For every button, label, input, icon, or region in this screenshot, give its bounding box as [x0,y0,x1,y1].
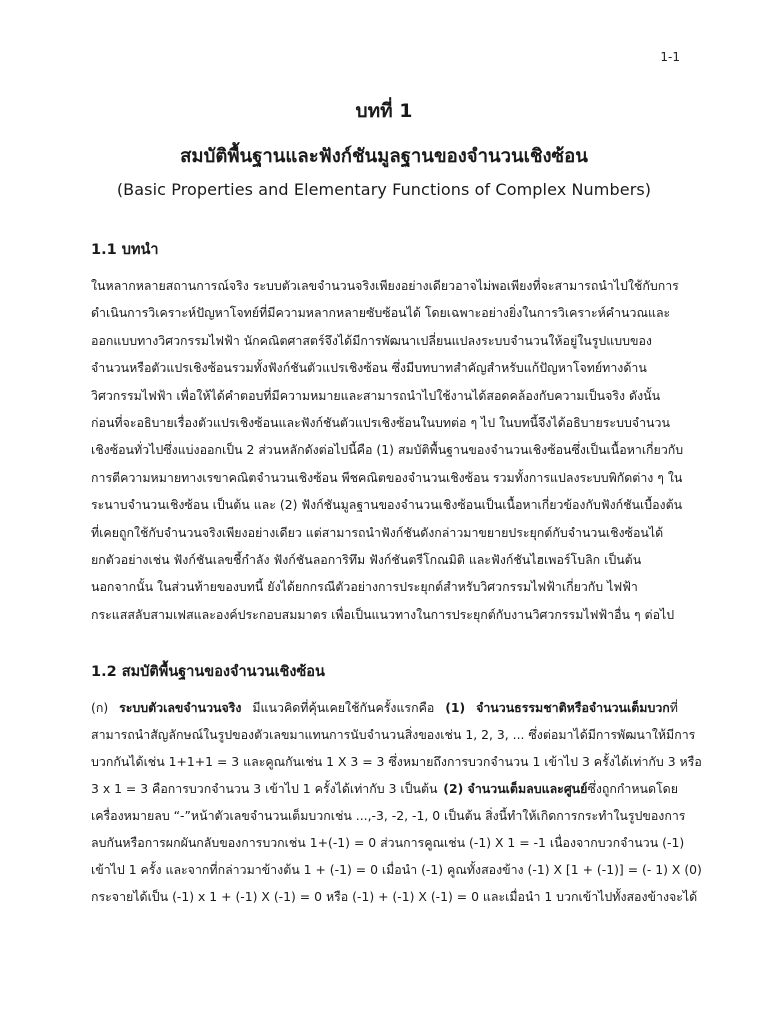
paragraph-line: จำนวนหรือตัวแปรเชิงซ้อนรวมทั้งฟังก์ชันตัวแปรเชิงซ้อน ซึ่งมีบทบาทสำคัญสำหรับแก้ปัญหาโจทย์ทางด้าน [91,360,647,376]
paragraph-line: กระจายได้เป็น (-1) x 1 + (-1) X (-1) = 0 หรือ (-1) + (-1) X (-1) = 0 และเมื่อนำ 1 บวกเข้าไปทั้งสองข้างจะได้ [91,889,698,904]
paragraph-line: กระแสสลับสามเฟสและองค์ประกอบสมมาตร เพื่อเป็นแนวทางในการประยุกต์กับงานวิศวกรรมไฟฟ้าอื่น ๆ ต่อไป [91,606,675,622]
paragraph-line: นอกจากนั้น ในส่วนท้ายของบทนี้ ยังได้ยกกรณีตัวอย่างการประยุกต์สำหรับวิศวกรรมไฟฟ้าเกี่ยวกับ ไฟฟ้า [91,579,638,595]
page-number: 1-1 [660,50,680,64]
paragraph-line: ก่อนที่จะอธิบายเรื่องตัวแปรเชิงซ้อนและฟังก์ชันตัวแปรเชิงซ้อนในบทต่อ ๆ ไป ในบทนี้จึงได้อธิบายระบบจำนวน [91,415,670,430]
bold-term: ระบบตัวเลขจำนวนจริง [119,700,242,715]
paragraph-line: ดำเนินการวิเคราะห์ปัญหาโจทย์ที่มีความหลากหลายซับซ้อนได้ โดยเฉพาะอย่างยิ่งในการวิเคราะห์คำนวณและ [91,305,671,321]
paragraph-line: ออกแบบทางวิศวกรรมไฟฟ้า นักคณิตศาสตร์จึงได้มีการพัฒนาเปลี่ยนแปลงระบบจำนวนให้อยู่ในรูปแบบของ [91,332,652,348]
paragraph-line: ยกตัวอย่างเช่น ฟังก์ชันเลขชี้กำลัง ฟังก์ชันลอการิทึม ฟังก์ชันตรีโกณมิติ และฟังก์ชันไฮเพอร์โบลิก เป็นต้น [91,552,642,567]
section-heading-intro: 1.1 บทนำ [91,242,159,258]
paragraph-line: สามารถนำสัญลักษณ์ในรูปของตัวเลขมาแทนการนับจำนวนสิ่งของเช่น 1, 2, 3, ... ซึ่งต่อมาได้มีการพัฒนาให้มีการ [91,727,696,742]
bold-group [443,781,678,797]
bold-group [476,700,678,716]
chapter-number: บทที่ 1 [355,100,413,122]
item-label: (ก) [91,700,109,715]
paragraph-line: การตีความหมายทางเรขาคณิตจำนวนเชิงซ้อน พีชคณิตของจำนวนเชิงซ้อน รวมทั้งการแปลงระบบพิกัดต่าง ๆ ใน [91,469,683,485]
paragraph-line: เครื่องหมายลบ “-”หน้าตัวเลขจำนวนเต็มบวกเช่น ...,-3, -2, -1, 0 เป็นต้น สิ่งนี้ทำให้เกิดการกระทำในรูปของการ [91,808,686,823]
chapter-title: สมบัติพื้นฐานและฟังก์ชันมูลฐานของจำนวนเชิงซ้อน [180,146,588,167]
paragraph-line: ในหลากหลายสถานการณ์จริง ระบบตัวเลขจำนวนจริงเพียงอย่างเดียวอาจไม่พอเพียงที่จะสามารถนำไปใช้กับการ [91,278,679,293]
paragraph-line: ที่เคยถูกใช้กับจำนวนจริงเพียงอย่างเดียว แต่สามารถนำฟังก์ชันดังกล่าวมาขยายประยุกต์กับจำนวนเชิงซ้อนได้ [91,524,664,540]
text-fragment: ที่ [669,700,678,715]
paragraph-line: ลบกันหรือการผกผันกลับของการบวกเช่น 1+(-1) = 0 ส่วนการคูณเช่น (-1) X 1 = -1 เนื่องจากบวกจำนวน (-1) [91,835,685,850]
text-fragment: มีแนวคิดที่คุ้นเคยใช้กันครั้งแรกคือ [252,700,435,715]
paragraph-line: วิศวกรรมไฟฟ้า เพื่อให้ได้คำตอบที่มีความหมายและสามารถนำไปใช้งานได้สอดคล้องกับความเป็นจริง ดังนั้น [91,387,661,403]
section-heading-basic-properties: 1.2 สมบัติพื้นฐานของจำนวนเชิงซ้อน [91,664,325,680]
bold-term: จำนวนธรรมชาติหรือจำนวนเต็มบวก [476,700,670,715]
paragraph-line: ระนาบจำนวนเชิงซ้อน เป็นต้น และ (2) ฟังก์ชันมูลฐานของจำนวนเชิงซ้อนเป็นเนื้อหาเกี่ยวข้องกับฟังก์ชันเบื้องต้น [91,497,683,513]
text-fragment: 3 x 1 = 3 คือการบวกจำนวน 3 เข้าไป 1 ครั้งได้เท่ากับ 3 เป็นต้น [91,781,438,796]
paragraph-line: บวกกันได้เช่น 1+1+1 = 3 และคูณกันเช่น 1 X 3 = 3 ซึ่งหมายถึงการบวกจำนวน 1 เข้าไป 3 ครั้งได้เท่ากับ 3 หรือ [91,754,702,769]
paragraph-line [91,781,678,797]
paragraph-line: เชิงซ้อนทั่วไปซึ่งแบ่งออกเป็น 2 ส่วนหลักดังต่อไปนี้คือ (1) สมบัติพื้นฐานของจำนวนเชิงซ้อนซึ่งเป็นเนื้อหาเกี่ยวกับ [91,442,684,458]
bold-term: (2) จำนวนเต็มลบและศูนย์ [443,781,588,796]
bold-term: (1) [445,700,466,715]
paragraph-line [91,700,678,716]
chapter-subtitle: (Basic Properties and Elementary Functions of Complex Numbers) [116,180,652,199]
paragraph-line: เข้าไป 1 ครั้ง และจากที่กล่าวมาข้างต้น 1 + (-1) = 0 เมื่อนำ (-1) คูณทั้งสองข้าง (-1) X [1 + (-1)] = (- 1) X (0) [91,862,702,877]
text-fragment: ซึ่งถูกกำหนดโดย [587,781,678,796]
